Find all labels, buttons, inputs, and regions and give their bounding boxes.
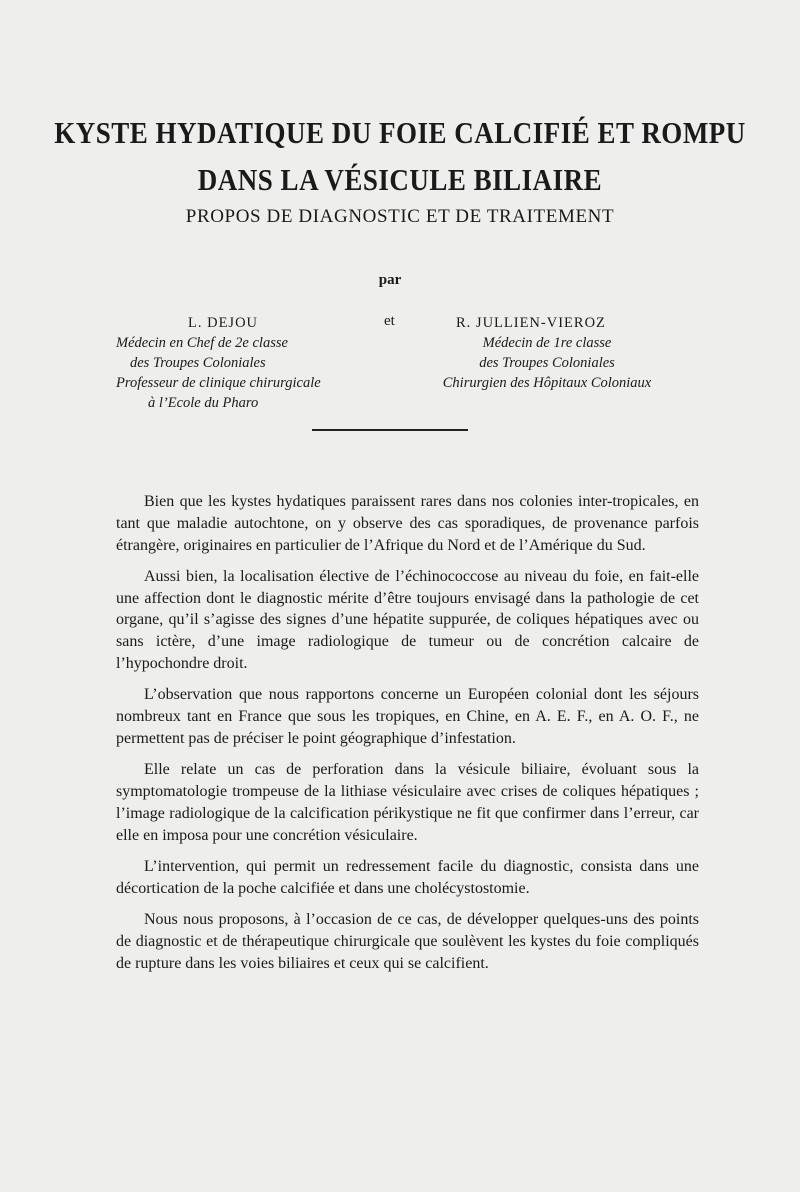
article-body xyxy=(116,491,699,984)
author-conjunction: et xyxy=(384,313,395,329)
author-2-affiliation-1: Médecin de 1re classe xyxy=(482,335,612,351)
author-2-name: R. JULLIEN-VIEROZ xyxy=(456,315,606,331)
author-1-affiliation-3: Professeur de clinique chirurgicale xyxy=(116,375,321,391)
separator-rule xyxy=(312,429,468,431)
paragraph-4: Elle relate un cas de perforation dans la vésicule biliaire, évoluant sous la symptomatologie trompeuse de la lithiase vésiculaire avec crises de coliques hépatiques ; l’image radiologique de la calcification périkystique ne fit que confirmer dans l’erreur, car elle en imposa pour une concrétion vésiculaire. xyxy=(116,761,699,844)
author-2 xyxy=(432,313,662,393)
byline: par xyxy=(378,272,402,288)
paragraph-5: L’intervention, qui permit un redressement facile du diagnostic, consista dans une décortication de la poche calcifiée et dans une cholécystostomie. xyxy=(116,857,699,897)
author-1-affiliation-4: à l’Ecole du Pharo xyxy=(148,395,259,411)
author-1-name: L. DEJOU xyxy=(188,315,259,331)
paragraph-2: Aussi bien, la localisation élective de l’échinococcose au niveau du foie, en fait-elle une affection dont le diagnostic mérite d’être toujours envisagé dans la pathologie de cet organe, qu’il s’agisse des signes d’une hépatite suppurée, de coliques hépatiques avec ou sans ictère, d’une image radiologique de tumeur ou de concrétion calcaire de l’hypochondre droit. xyxy=(116,567,699,673)
author-2-affiliation-2: des Troupes Coloniales xyxy=(479,355,615,371)
paragraph-3: L’observation que nous rapportons concerne un Européen colonial dont les séjours nombreux tant en France que sous les tropiques, en Chine, en A. E. F., en A. O. F., ne permettent pas de préciser le point géographique d’infestation. xyxy=(116,686,699,747)
paragraph-6: Nous nous proposons, à l’occasion de ce cas, de développer quelques-uns des points de diagnostic et de thérapeutique chirurgicale que soulèvent les kystes du foie compliqués de rupture dans les voies biliaires et ceux qui se calcifient. xyxy=(116,911,699,972)
article-title-line-1: KYSTE HYDATIQUE DU FOIE CALCIFIÉ ET ROMPU xyxy=(54,116,746,150)
author-1-affiliation-1: Médecin en Chef de 2e classe xyxy=(116,335,288,351)
author-1-affiliation-2: des Troupes Coloniales xyxy=(130,355,266,371)
article-title-line-2: DANS LA VÉSICULE BILIAIRE xyxy=(197,163,603,197)
paragraph-1: Bien que les kystes hydatiques paraissent rares dans nos colonies inter-tropicales, en tant que maladie autochtone, on y observe des cas sporadiques, de provenance parfois étrangère, originaires en particulier de l’Afrique du Nord et de l’Amérique du Sud. xyxy=(116,493,699,554)
author-2-affiliation-3: Chirurgien des Hôpitaux Coloniaux xyxy=(442,375,652,391)
author-1 xyxy=(116,313,321,413)
article-subtitle: PROPOS DE DIAGNOSTIC ET DE TRAITEMENT xyxy=(185,206,615,227)
